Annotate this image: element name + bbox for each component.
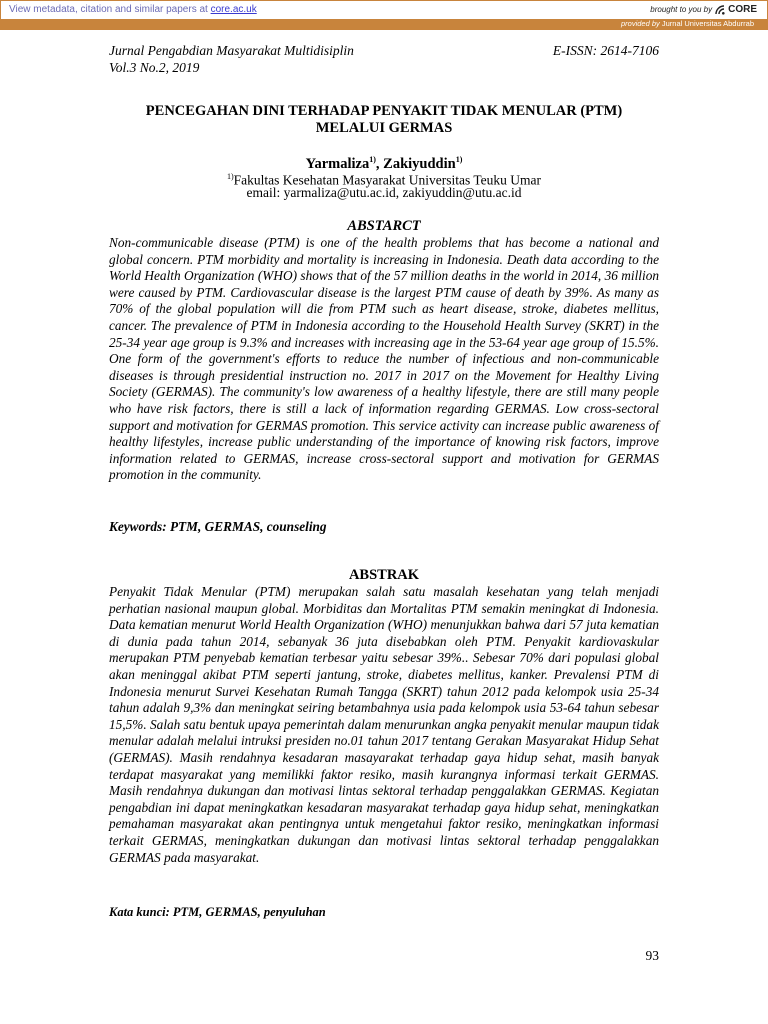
core-logo-text: CORE	[728, 4, 757, 15]
author-affil-mark: 1)	[369, 155, 376, 164]
provider-text	[621, 19, 754, 28]
core-provider-strip	[0, 19, 768, 30]
abstract-heading-en: ABSTARCT	[347, 218, 421, 234]
page-number: 93	[645, 948, 659, 963]
author-emails: email: yarmaliza@utu.ac.id, zakiyuddin@utu.ac.id	[246, 185, 522, 200]
provided-by-label: provided by	[620, 19, 660, 28]
abstract-text-en: Non-communicable disease (PTM) is one of the health problems that has become a national and global concern. PTM morbidity and mortality is increasing in Indonesia. Death data according to the World Health Organization (WHO) shows that of the 57 million deaths in the world in 2014, 36 million were caused by PTM. Cardiovascular disease is the largest PTM cause of death by 39%. As many as 70% of the global population will die from PTM such as heart disease, stroke, diabetes mellitus, cancer. The prevalence of PTM in Indonesia according to the Household Health Survey (SKRT) in the 25-34 year age group is 9.3% and increases with increasing age in the 53-64 year age group of 15.5%. One form of the government's efforts to reduce the number of infectious and non-communicable diseases is through presidential instruction no. 2017 in 2017 on the Movement for Healthy Living Society (GERMAS). The community's low awareness of a healthy lifestyle, there are still many people who have risk factors, there is still a lack of information regarding GERMAS. Low cross-sectoral support and motivation for GERMAS promotion. This service activity can increase public awareness of healthy lifestyles, increase public understanding of the importance of knowing risk factors, improve information related to GERMAS, increase cross-sectoral support and motivation for GERMAS promotion in the community.	[109, 235, 659, 483]
author-affil-mark: 1)	[455, 155, 463, 164]
core-link[interactable]: core.ac.uk	[210, 4, 257, 15]
author-separator: ,	[375, 155, 384, 172]
journal-header	[109, 42, 659, 76]
core-banner	[0, 0, 768, 19]
title-line-2: MELALUI GERMAS	[315, 120, 453, 136]
author-name: Yarmaliza	[305, 155, 370, 172]
abstract-heading-id: ABSTRAK	[348, 567, 420, 583]
affiliation-text: Fakultas Kesehatan Masyarakat Universitas Teuku Umar	[233, 172, 541, 188]
paper-title	[109, 103, 659, 137]
core-logo-icon	[715, 5, 725, 15]
core-metadata-notice	[9, 4, 257, 15]
journal-volume: Vol.3 No.2, 2019	[109, 60, 200, 75]
keywords-id: Kata kunci: PTM, GERMAS, penyuluhan	[109, 905, 326, 919]
provider-name[interactable]: Jurnal Universitas Abdurrab	[661, 19, 754, 28]
core-metadata-prefix: View metadata, citation and similar papers at	[9, 4, 211, 15]
author-name: Zakiyuddin	[383, 155, 456, 172]
brought-by-text: brought to you by	[650, 5, 713, 14]
affiliation-mark: 1)	[226, 172, 234, 181]
abstract-text-id: Penyakit Tidak Menular (PTM) merupakan salah satu masalah kesehatan yang telah menjadi perhatian nasional maupun global. Morbiditas dan Mortalitas PTM semakin meningkat di Indonesia. Data kematian menurut World Health Organization (WHO) menunjukkan bahwa dari 57 juta kematian di dunia pada tahun 2014, sebanyak 36 juta disebabkan oleh PTM. Penyakit kardiovaskular merupakan PTM penyebab kematian terbesar yaitu sebesar 39%.. Sebesar 70% dari populasi global akan meninggal akibat PTM seperti jantung, stroke, diabetes mellitus, kanker. Prevalensi PTM di Indonesia menurut Survei Kesehatan Rumah Tangga (SKRT) tahun 2012 pada kelompok usia 25-34 tahun adalah 9,3% dan meningkat seiring betambahnya usia pada kelompok usia 53-64 tahun sebesar 15,5%. Salah satu bentuk upaya pemerintah dalam menurunkan angka penyakit menular maupun tidak menular adalah melalui intruksi presiden no.01 tahun 2017 tentang Gerakan Masyarakat Hidup Sehat (GERMAS). Masih rendahnya kesadaran masayarakat terhadap gaya hidup sehat, masih banyak terdapat masyarakat yang memilikki faktor resiko, masih kurangnya informasi terkait GERMAS. Masih rendahnya dukungan dan motivasi lintas sektoral terhadap penggalakkan GERMAS. Kegiatan pengabdian ini dapat meningkatkan kesadaran masyarakat terhadap gaya hidup sehat, meningkatkan pemahaman masyarakat akan pentingnya untuk mengetahui faktor resiko, meningkatkan informasi terkait GERMAS, meningkatkan dukungan dan motivasi lintas sektoral terhadap penggalakkan GERMAS pada masyarakat.	[109, 584, 659, 865]
title-line-1: PENCEGAHAN DINI TERHADAP PENYAKIT TIDAK MENULAR (PTM)	[145, 103, 623, 119]
journal-issn: E-ISSN: 2614-7106	[552, 43, 659, 58]
journal-name: Jurnal Pengabdian Masyarakat Multidisiplin	[109, 43, 354, 58]
core-brand[interactable]	[650, 4, 757, 15]
keywords-en: Keywords: PTM, GERMAS, counseling	[109, 519, 327, 534]
